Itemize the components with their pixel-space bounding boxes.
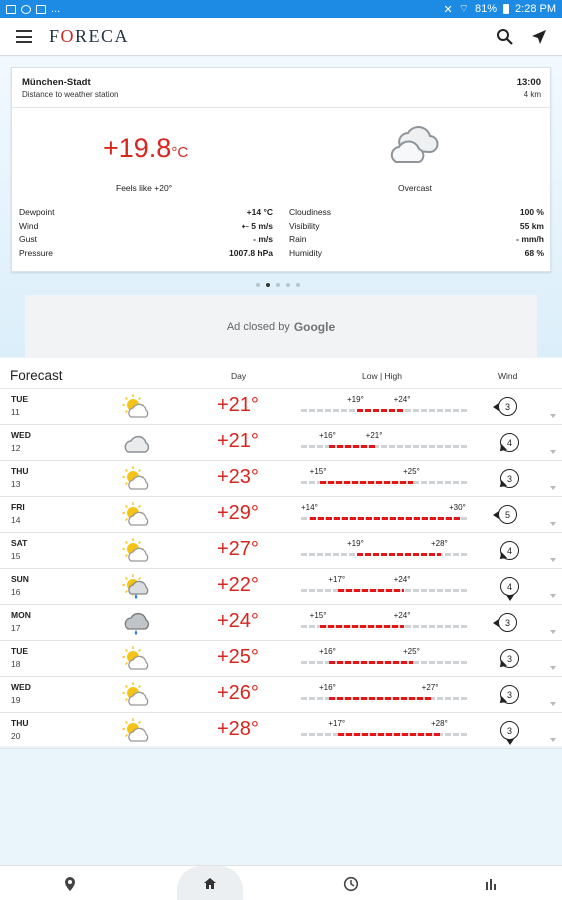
column-day: Day — [231, 371, 247, 381]
bar-chart-icon — [484, 878, 498, 890]
sun-rain-icon — [122, 574, 150, 600]
wifi-icon: ⌔ — [458, 3, 469, 15]
range-bar — [320, 481, 413, 484]
forecast-row[interactable] — [0, 425, 562, 461]
clock-icon — [343, 876, 359, 892]
high-temperature: +30° — [449, 503, 466, 512]
chevron-down-icon[interactable] — [550, 666, 556, 670]
day-temperature: +26° — [217, 682, 259, 704]
low-temperature: +17° — [328, 719, 346, 728]
home-icon — [203, 877, 217, 890]
low-temperature: +19° — [347, 395, 364, 404]
high-temperature: +24° — [393, 395, 411, 404]
sync-notification-icon — [21, 5, 31, 14]
chevron-down-icon[interactable] — [550, 630, 556, 634]
sun-cloud-icon — [122, 502, 150, 528]
day-temperature: +21° — [217, 394, 259, 416]
temperature-range — [301, 575, 469, 599]
google-label: Google — [293, 319, 336, 334]
cloudiness-value: 100 % — [519, 207, 544, 217]
app-bar — [0, 18, 562, 56]
mute-icon: ✕ — [443, 3, 453, 16]
weekday: SUN — [11, 574, 29, 584]
forecast-row[interactable] — [0, 389, 562, 425]
forecast-row[interactable] — [0, 713, 562, 749]
forecast-row[interactable] — [0, 497, 562, 533]
distance-value: 4 km — [523, 90, 541, 99]
current-temperature: +19.8°C — [103, 133, 189, 163]
page-dot[interactable] — [276, 283, 280, 287]
wind-indicator: 4 — [500, 541, 519, 560]
range-bar — [329, 445, 376, 448]
chevron-down-icon[interactable] — [550, 486, 556, 490]
sun-cloud-icon — [122, 718, 150, 744]
pressure-value: 1007.8 hPa — [229, 247, 273, 258]
high-temperature: +25° — [403, 467, 420, 476]
page-dot[interactable] — [256, 283, 260, 287]
forecast-row[interactable] — [0, 641, 562, 677]
forecast-row[interactable] — [0, 605, 562, 641]
column-wind: Wind — [498, 371, 518, 381]
day-temperature: +28° — [217, 718, 259, 740]
locate-icon[interactable] — [529, 27, 549, 47]
foreca-logo: FORECA — [49, 26, 130, 46]
low-temperature: +14° — [301, 503, 318, 512]
day-temperature: +22° — [217, 574, 259, 596]
app-notification-icon — [36, 5, 46, 14]
range-bar — [357, 409, 404, 412]
day-temperature: +27° — [217, 538, 259, 560]
menu-icon[interactable] — [16, 30, 32, 43]
gallery-notification-icon — [6, 5, 16, 14]
wind-indicator: 3 — [498, 397, 517, 416]
chevron-down-icon[interactable] — [550, 594, 556, 598]
forecast-row[interactable] — [0, 569, 562, 605]
date: 14 — [11, 515, 21, 525]
high-temperature: +25° — [403, 647, 420, 656]
chevron-down-icon[interactable] — [550, 702, 556, 706]
weekday: TUE — [11, 394, 28, 404]
wind-label: Wind — [19, 220, 39, 231]
date: 13 — [11, 479, 21, 489]
chevron-down-icon[interactable] — [550, 450, 556, 454]
date: 20 — [11, 731, 21, 741]
humidity-value: 68 % — [524, 247, 544, 258]
nav-stats[interactable] — [458, 866, 524, 900]
battery-icon — [503, 4, 509, 14]
day-temperature: +23° — [217, 466, 259, 488]
status-bar — [0, 0, 562, 18]
forecast-rows — [0, 389, 562, 749]
nav-home[interactable] — [177, 866, 243, 900]
ad-text: Ad closed by — [226, 320, 290, 333]
range-bar — [320, 625, 404, 628]
date: 15 — [11, 551, 21, 561]
sun-cloud-icon — [122, 538, 150, 564]
range-bar — [357, 553, 441, 556]
rain-label: Rain — [289, 234, 307, 244]
wind-indicator: 3 — [500, 649, 519, 668]
nav-places[interactable] — [37, 866, 103, 900]
wind-indicator: 5 — [498, 505, 517, 524]
low-temperature: +16° — [319, 431, 336, 440]
forecast-row[interactable] — [0, 533, 562, 569]
search-icon[interactable] — [495, 27, 515, 47]
page-dot[interactable] — [286, 283, 290, 287]
low-temperature: +15° — [309, 467, 327, 476]
overcast-icon — [390, 124, 442, 168]
wind-value: ⇠ 5 m/s — [241, 220, 273, 231]
forecast-header — [0, 358, 562, 389]
dewpoint-label: Dewpoint — [19, 207, 55, 217]
temperature-range — [301, 467, 469, 491]
wind-indicator: 3 — [500, 685, 519, 704]
high-temperature: +21° — [365, 431, 383, 440]
temperature-range — [301, 503, 469, 527]
feels-like: Feels like +20° — [116, 183, 173, 193]
day-temperature: +29° — [217, 502, 259, 524]
low-temperature: +19° — [347, 539, 364, 548]
dewpoint-value: +14 °C — [246, 207, 273, 217]
wind-indicator: 4 — [500, 433, 519, 452]
temperature-range — [301, 431, 469, 455]
temperature-range — [301, 395, 469, 419]
day-temperature: +25° — [217, 646, 259, 668]
weekday: MON — [11, 610, 31, 620]
weekday: FRI — [11, 502, 25, 512]
visibility-value: 55 km — [519, 220, 544, 231]
temperature-range — [301, 683, 469, 707]
chevron-down-icon[interactable] — [550, 414, 556, 418]
chevron-down-icon[interactable] — [550, 558, 556, 562]
day-temperature: +24° — [217, 610, 259, 632]
range-track — [301, 445, 469, 448]
date: 18 — [11, 659, 21, 669]
low-temperature: +16° — [319, 683, 336, 692]
battery-level: 81% — [475, 3, 498, 15]
sun-cloud-icon — [122, 466, 150, 492]
low-temperature: +16° — [319, 647, 336, 656]
temperature-range — [301, 647, 469, 671]
wind-indicator: 3 — [500, 469, 519, 488]
date: 11 — [11, 407, 20, 417]
high-temperature: +24° — [393, 575, 411, 584]
page-indicator — [256, 283, 300, 287]
sun-cloud-icon — [122, 646, 150, 672]
temperature-range — [301, 539, 469, 563]
weekday: SAT — [11, 538, 28, 548]
location-name: München-Stadt — [22, 77, 91, 88]
temperature-range — [301, 611, 469, 635]
range-bar — [329, 661, 413, 664]
date: 12 — [11, 443, 21, 453]
nav-history[interactable] — [318, 866, 384, 900]
gust-label: Gust — [19, 234, 37, 244]
sun-cloud-icon — [122, 682, 150, 708]
range-bar — [329, 697, 432, 700]
station-header — [12, 68, 550, 108]
page-dot[interactable] — [296, 283, 300, 287]
high-temperature: +24° — [393, 611, 411, 620]
high-temperature: +28° — [431, 719, 448, 728]
cloudiness-label: Cloudiness — [289, 207, 332, 217]
temperature-range — [301, 719, 469, 743]
cloud-icon — [122, 430, 150, 456]
column-low-high: Low | High — [362, 371, 403, 381]
location-pin-icon — [63, 876, 77, 892]
range-bar — [338, 733, 441, 736]
chevron-down-icon[interactable] — [550, 522, 556, 526]
pressure-label: Pressure — [19, 247, 54, 258]
sun-cloud-icon — [122, 394, 150, 420]
low-temperature: +17° — [328, 575, 346, 584]
humidity-label: Humidity — [289, 247, 323, 258]
wind-indicator: 3 — [500, 721, 519, 740]
day-temperature: +21° — [217, 430, 259, 452]
weekday: WED — [11, 682, 31, 692]
visibility-label: Visibility — [289, 220, 320, 231]
weekday: TUE — [11, 646, 28, 656]
wind-indicator: 4 — [500, 577, 519, 596]
observation-time: 13:00 — [516, 77, 541, 88]
date: 19 — [11, 695, 21, 705]
forecast-row[interactable] — [0, 461, 562, 497]
page-dot[interactable] — [266, 283, 270, 287]
weekday: THU — [11, 718, 29, 728]
high-temperature: +28° — [431, 539, 448, 548]
range-bar — [338, 589, 403, 592]
high-temperature: +27° — [421, 683, 439, 692]
weekday: THU — [11, 466, 29, 476]
forecast-row[interactable] — [0, 677, 562, 713]
wind-indicator: 3 — [498, 613, 517, 632]
bottom-navigation — [0, 865, 562, 900]
distance-label: Distance to weather station — [22, 90, 119, 99]
weekday: WED — [11, 430, 31, 440]
forecast-title: Forecast — [10, 368, 63, 383]
current-weather-card[interactable] — [11, 67, 551, 272]
date: 16 — [11, 587, 21, 597]
date: 17 — [11, 623, 21, 633]
rain-cloud-icon — [122, 610, 150, 636]
chevron-down-icon[interactable] — [550, 738, 556, 742]
ad-banner — [25, 295, 537, 358]
clock: 2:28 PM — [515, 3, 556, 15]
low-temperature: +15° — [309, 611, 327, 620]
more-notifications: ... — [51, 3, 61, 15]
range-bar — [310, 517, 459, 520]
forecast-table — [0, 358, 562, 746]
condition-text: Overcast — [398, 183, 433, 193]
gust-value: - m/s — [253, 234, 273, 244]
rain-value: - mm/h — [516, 234, 544, 244]
